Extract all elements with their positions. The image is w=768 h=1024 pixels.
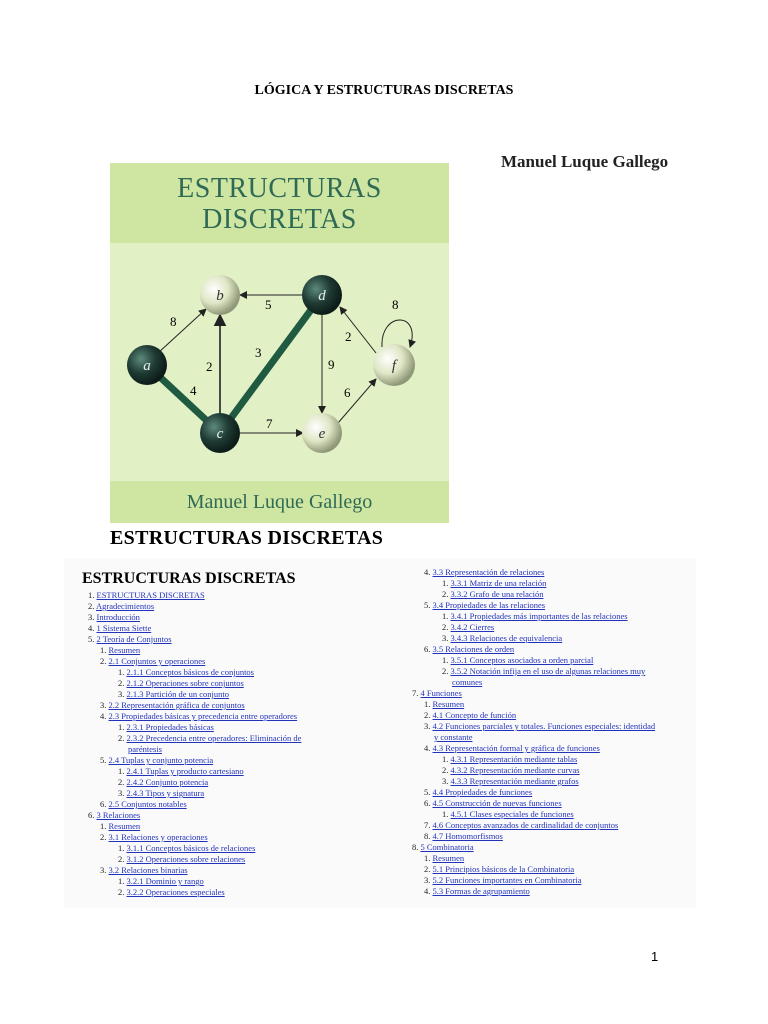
toc-item-link[interactable]: 2.4 Tuplas y conjunto potencia xyxy=(108,755,214,765)
toc-item-link[interactable]: 3.4.3 Relaciones de equivalencia xyxy=(450,633,563,643)
toc-item-number: 2. xyxy=(88,601,97,611)
toc-item[interactable] xyxy=(88,821,301,832)
section-title: ESTRUCTURAS DISCRETAS xyxy=(110,527,384,549)
toc-item-number: 1. xyxy=(442,578,451,588)
toc-item[interactable] xyxy=(412,765,655,776)
toc-item-number: 6. xyxy=(424,798,433,808)
toc-item[interactable] xyxy=(88,832,301,843)
toc-item[interactable] xyxy=(412,633,655,644)
toc-item[interactable] xyxy=(412,622,655,633)
cover-title-line2: DISCRETAS xyxy=(202,204,357,235)
toc-item-number: 1. xyxy=(100,821,109,831)
toc-heading: ESTRUCTURAS DISCRETAS xyxy=(82,570,296,587)
toc-item-number: 1. xyxy=(118,722,127,732)
toc-item-link[interactable]: 4.5.1 Clases especiales de funciones xyxy=(450,809,574,819)
node-label-e: e xyxy=(318,426,326,442)
toc-item-link[interactable]: 3.1 Relaciones y operaciones xyxy=(108,832,208,842)
cover-title xyxy=(110,173,449,235)
toc-item-number: 1. xyxy=(442,754,451,764)
toc-item-link[interactable]: 4.1 Concepto de función xyxy=(432,710,517,720)
page-number: 1 xyxy=(651,949,659,964)
weight-c-e: 7 xyxy=(266,416,273,431)
toc-item[interactable] xyxy=(88,733,301,744)
toc-item-link[interactable]: 2.1 Conjuntos y operaciones xyxy=(108,656,206,666)
toc-item[interactable] xyxy=(412,655,655,666)
toc-item-link[interactable]: 3.3.2 Grafo de una relación xyxy=(450,589,544,599)
toc-item-link[interactable]: 2.3.2 Precedencia entre operadores: Eliminación de xyxy=(126,733,302,743)
toc-item-number: 3. xyxy=(442,633,451,643)
toc-item-number: 1. xyxy=(442,809,451,819)
graph-diagram xyxy=(110,243,449,481)
toc-item[interactable] xyxy=(88,799,301,810)
toc-item-link[interactable]: 2.4.2 Conjunto potencia xyxy=(126,777,209,787)
toc-item-link[interactable]: 4.3 Representación formal y gráfica de funciones xyxy=(432,743,600,753)
toc-item-number: 3. xyxy=(100,865,109,875)
toc-item-link[interactable]: 3.1.2 Operaciones sobre relaciones xyxy=(126,854,246,864)
toc-item-link[interactable]: 2.1.3 Partición de un conjunto xyxy=(126,689,229,699)
toc-item-number: 3. xyxy=(100,700,109,710)
toc-item-number: 2. xyxy=(118,854,127,864)
toc-item-number: 5. xyxy=(88,634,97,644)
toc-item-number: 2. xyxy=(442,622,451,632)
weight-c-b: 2 xyxy=(206,359,213,374)
cover-author: Manuel Luque Gallego xyxy=(186,491,373,513)
toc-item[interactable] xyxy=(412,732,655,743)
book-cover-image xyxy=(110,163,449,523)
toc-item-link[interactable]: 5.2 Funciones importantes en Combinatoria xyxy=(432,875,582,885)
toc-item[interactable] xyxy=(412,842,655,853)
toc-item-link[interactable]: 3.3 Representación de relaciones xyxy=(432,567,545,577)
toc-item[interactable] xyxy=(88,689,301,700)
toc-item[interactable] xyxy=(88,843,301,854)
toc-item-link[interactable]: 1 Sistema Siette xyxy=(96,623,152,633)
toc-item-number: 2. xyxy=(424,710,433,720)
toc-item[interactable] xyxy=(88,601,301,612)
toc-item-link[interactable]: 3.4.2 Cierres xyxy=(450,622,495,632)
toc-item[interactable] xyxy=(412,886,655,897)
toc-item-link[interactable]: 3.2 Relaciones binarias xyxy=(108,865,188,875)
toc-item[interactable] xyxy=(88,656,301,667)
toc-item[interactable] xyxy=(88,766,301,777)
toc-item-number: 1. xyxy=(118,766,127,776)
toc-item[interactable] xyxy=(412,831,655,842)
weight-d-e: 9 xyxy=(328,357,335,372)
toc-item[interactable] xyxy=(88,865,301,876)
toc-item-number: 2. xyxy=(424,864,433,874)
toc-item-link[interactable]: Resumen xyxy=(108,645,141,655)
toc-item-link[interactable]: 2.1.2 Operaciones sobre conjuntos xyxy=(126,678,244,688)
toc-item[interactable] xyxy=(412,699,655,710)
toc-item[interactable] xyxy=(88,744,301,755)
toc-item-number: 7. xyxy=(412,688,421,698)
toc-right-column xyxy=(412,567,655,897)
toc-item-link[interactable]: 3.4.1 Propiedades más importantes de las relaciones xyxy=(450,611,628,621)
toc-item-link[interactable]: comunes xyxy=(452,677,483,687)
toc-item[interactable] xyxy=(88,810,301,821)
toc-item-link[interactable]: Resumen xyxy=(432,699,465,709)
toc-item-number: 2. xyxy=(442,666,451,676)
toc-item-link[interactable]: 4.7 Homomorfismos xyxy=(432,831,503,841)
toc-item-link[interactable]: Agradecimientos xyxy=(96,601,155,611)
toc-item-number: 1. xyxy=(118,667,127,677)
toc-item-link[interactable]: 2.3 Propiedades básicas y precedencia entre operadores xyxy=(108,711,298,721)
toc-item-link[interactable]: 4.3.1 Representación mediante tablas xyxy=(450,754,578,764)
toc-item-number: 2. xyxy=(118,777,127,787)
toc-item[interactable] xyxy=(412,875,655,886)
toc-item-number: 4. xyxy=(100,711,109,721)
toc-item-number: 8. xyxy=(412,842,421,852)
toc-item-number: 6. xyxy=(100,799,109,809)
toc-item[interactable] xyxy=(412,798,655,809)
toc-item-number: 1. xyxy=(118,843,127,853)
toc-item-link[interactable]: 2.1.1 Conceptos básicos de conjuntos xyxy=(126,667,254,677)
toc-item[interactable] xyxy=(412,688,655,699)
toc-item[interactable] xyxy=(88,590,301,601)
weight-a-b: 8 xyxy=(170,314,177,329)
weight-f-d: 2 xyxy=(345,329,352,344)
toc-item[interactable] xyxy=(412,578,655,589)
node-label-b: b xyxy=(216,288,224,304)
toc-item[interactable] xyxy=(88,722,301,733)
toc-item[interactable] xyxy=(88,645,301,656)
toc-item[interactable] xyxy=(88,623,301,634)
toc-item-link[interactable]: 2.2 Representación gráfica de conjuntos xyxy=(108,700,245,710)
node-label-a: a xyxy=(143,358,151,374)
toc-item-number: 1. xyxy=(424,853,433,863)
toc-item-link[interactable]: 3.5.1 Conceptos asociados a orden parcial xyxy=(450,655,594,665)
toc-item-number: 4. xyxy=(424,886,433,896)
toc-item-number: 2. xyxy=(100,656,109,666)
toc-item[interactable] xyxy=(88,711,301,722)
toc-item[interactable] xyxy=(88,667,301,678)
weight-f-f: 8 xyxy=(392,297,399,312)
toc-item-number: 2. xyxy=(118,887,127,897)
toc-item[interactable] xyxy=(412,809,655,820)
toc-item-link[interactable]: paréntesis xyxy=(128,744,162,754)
toc-item[interactable] xyxy=(412,589,655,600)
toc-item-link[interactable]: 4 Funciones xyxy=(420,688,462,698)
toc-item[interactable] xyxy=(412,600,655,611)
toc-item-number: 3. xyxy=(442,776,451,786)
weight-c-d: 3 xyxy=(255,345,262,360)
toc-item[interactable] xyxy=(88,634,301,645)
toc-item-link[interactable]: 3.1.1 Conceptos básicos de relaciones xyxy=(126,843,256,853)
toc-item-number: 2. xyxy=(442,765,451,775)
toc-item-number: 2. xyxy=(118,733,127,743)
node-label-c: c xyxy=(216,426,224,442)
toc-item-link[interactable]: 2.3.1 Propiedades básicas xyxy=(126,722,214,732)
toc-item-number: 1. xyxy=(88,590,97,600)
toc-item-link[interactable]: 5.3 Formas de agrupamiento xyxy=(432,886,530,896)
weight-e-f: 6 xyxy=(344,385,351,400)
toc-item[interactable] xyxy=(88,755,301,766)
toc-item[interactable] xyxy=(412,677,655,688)
toc-item-link[interactable]: 4.6 Conceptos avanzados de cardinalidad de conjuntos xyxy=(432,820,619,830)
toc-item-link[interactable]: Introducción xyxy=(96,612,140,622)
toc-item-number: 2. xyxy=(442,589,451,599)
toc-item-number: 1. xyxy=(118,876,127,886)
toc-item-link[interactable]: Resumen xyxy=(108,821,141,831)
toc-item[interactable] xyxy=(412,754,655,765)
node-label-f: f xyxy=(391,358,397,374)
toc-item-link[interactable]: 4.4 Propiedades de funciones xyxy=(432,787,533,797)
toc-item-number: 2. xyxy=(100,832,109,842)
weight-a-c: 4 xyxy=(190,383,197,398)
toc-left-column xyxy=(88,590,301,898)
toc-item[interactable] xyxy=(412,743,655,754)
toc-item-number: 1. xyxy=(100,645,109,655)
toc-item-link[interactable]: 3.2.1 Dominio y rango xyxy=(126,876,204,886)
toc-item-number: 8. xyxy=(424,831,433,841)
toc-item-link[interactable]: y constante xyxy=(434,732,473,742)
toc-item-number: 1. xyxy=(424,699,433,709)
toc-item-link[interactable]: 4.2 Funciones parciales y totales. Funciones especiales: identidad xyxy=(432,721,656,731)
toc-item[interactable] xyxy=(412,666,655,677)
toc-item-link[interactable]: 3.5.2 Notación infija en el uso de algunas relaciones muy xyxy=(450,666,646,676)
toc-item-link[interactable]: 3.3.1 Matriz de una relación xyxy=(450,578,547,588)
toc-item[interactable] xyxy=(88,612,301,623)
toc-item-number: 4. xyxy=(88,623,97,633)
toc-item-number: 4. xyxy=(424,567,433,577)
toc-item[interactable] xyxy=(412,611,655,622)
toc-item-number: 5. xyxy=(424,787,433,797)
toc-item-link[interactable]: 2.4.1 Tuplas y producto cartesiano xyxy=(126,766,244,776)
toc-item-number: 7. xyxy=(424,820,433,830)
toc-item-link[interactable]: 3.4 Propiedades de las relaciones xyxy=(432,600,546,610)
toc-item-link[interactable]: 2.5 Conjuntos notables xyxy=(108,799,187,809)
edge-a-b xyxy=(158,309,206,353)
toc-item[interactable] xyxy=(412,776,655,787)
toc-item[interactable] xyxy=(88,887,301,898)
toc-item[interactable] xyxy=(88,854,301,865)
toc-item-number: 3. xyxy=(118,788,127,798)
page-title: LÓGICA Y ESTRUCTURAS DISCRETAS xyxy=(254,83,514,98)
toc-item[interactable] xyxy=(88,678,301,689)
cover-title-line1: ESTRUCTURAS xyxy=(177,173,382,204)
toc-item[interactable] xyxy=(412,853,655,864)
toc-item-link[interactable]: 4.3.2 Representación mediante curvas xyxy=(450,765,580,775)
toc-item-link[interactable]: 5 Combinatoria xyxy=(420,842,474,852)
toc-item-number: 3. xyxy=(88,612,97,622)
toc-item-link[interactable]: Resumen xyxy=(432,853,465,863)
toc-item-number: 6. xyxy=(88,810,97,820)
toc-item[interactable] xyxy=(88,876,301,887)
toc-item[interactable] xyxy=(88,777,301,788)
node-label-d: d xyxy=(318,288,326,304)
weight-d-b: 5 xyxy=(265,297,272,312)
toc-item-number: 5. xyxy=(100,755,109,765)
toc-item-link[interactable]: 5.1 Principios básicos de la Combinatoria xyxy=(432,864,575,874)
toc-item[interactable] xyxy=(88,700,301,711)
toc-item-number: 3. xyxy=(424,721,433,731)
toc-item-link[interactable]: 3 Relaciones xyxy=(96,810,141,820)
edge-f-f-loop xyxy=(382,320,412,347)
toc-item-link[interactable]: 2 Teoría de Conjuntos xyxy=(96,634,172,644)
toc-item-number: 2. xyxy=(118,678,127,688)
toc-item-link[interactable]: 3.2.2 Operaciones especiales xyxy=(126,887,225,897)
toc-item-link[interactable]: ESTRUCTURAS DISCRETAS xyxy=(96,590,205,600)
toc-item[interactable] xyxy=(412,864,655,875)
toc-item-link[interactable]: 4.3.3 Representación mediante grafos xyxy=(450,776,579,786)
toc-item[interactable] xyxy=(412,820,655,831)
toc-item[interactable] xyxy=(88,788,301,799)
toc-item-number: 5. xyxy=(424,600,433,610)
toc-item[interactable] xyxy=(412,644,655,655)
edge-c-d xyxy=(220,295,322,433)
toc-item-link[interactable]: 2.4.3 Tipos y signatura xyxy=(126,788,205,798)
author-name: Manuel Luque Gallego xyxy=(501,152,669,171)
toc-item-number: 1. xyxy=(442,655,451,665)
toc-item-number: 1. xyxy=(442,611,451,621)
toc-item-link[interactable]: 4.5 Construcción de nuevas funciones xyxy=(432,798,562,808)
toc-item-number: 6. xyxy=(424,644,433,654)
toc-item-number: 3. xyxy=(118,689,127,699)
toc-item[interactable] xyxy=(412,721,655,732)
toc-item-link[interactable]: 3.5 Relaciones de orden xyxy=(432,644,515,654)
toc-item-number: 3. xyxy=(424,875,433,885)
toc-item-number: 4. xyxy=(424,743,433,753)
toc-item[interactable] xyxy=(412,787,655,798)
toc-item[interactable] xyxy=(412,710,655,721)
toc-item[interactable] xyxy=(412,567,655,578)
